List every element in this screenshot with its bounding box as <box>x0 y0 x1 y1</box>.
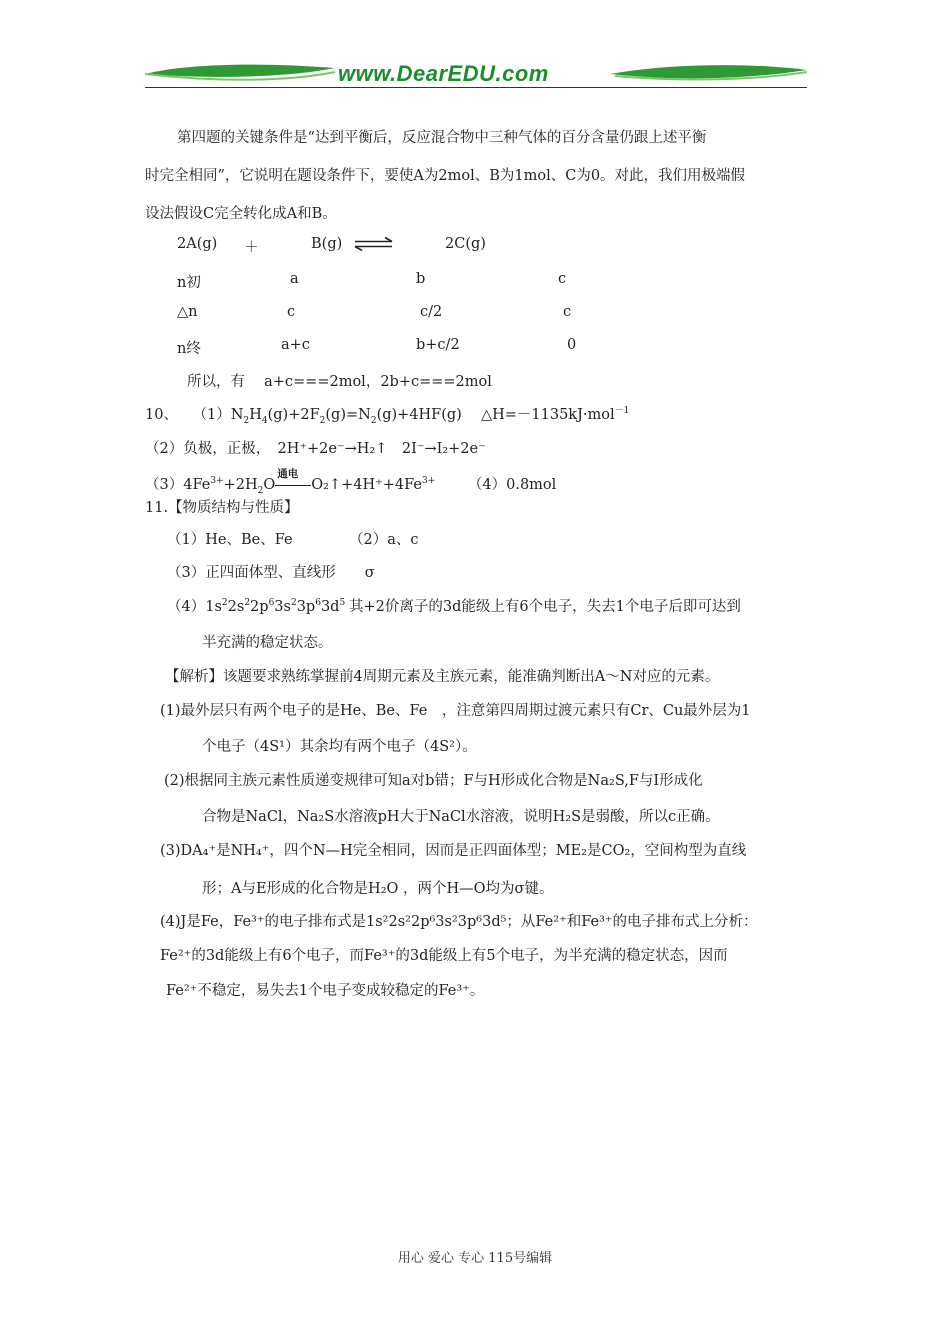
equation-term-b: B(g) <box>311 236 343 252</box>
analysis-line: Fe²⁺的3d能级上有6个电子，而Fe³⁺的3d能级上有5个电子，为半充满的稳定状态，因而 <box>160 948 728 964</box>
paragraph-line: 时完全相同”，它说明在题设条件下，要使A为2mol、B为1mol、C为0。对此，我们用极端假 <box>145 168 746 184</box>
paragraph-line: 设法假设C完全转化成A和B。 <box>145 206 337 222</box>
header-divider <box>145 87 807 88</box>
analysis-line: (2)根据同主族元素性质递变规律可知a对b错；F与H形成化合物是Na₂S,F与I形成化 <box>164 773 703 789</box>
table-cell: c <box>563 304 572 320</box>
table-row-label: n初 <box>177 275 201 291</box>
table-row-label: n终 <box>177 341 201 357</box>
table-cell: 0 <box>567 337 577 353</box>
analysis-line: 合物是NaCl，Na₂S水溶液pH大于NaCl水溶液，说明H₂S是弱酸，所以c正确。 <box>202 809 720 825</box>
answer-11-4-cont: 半充满的稳定状态。 <box>202 635 333 651</box>
answer-11-3: （3）正四面体型、直线形 σ <box>167 565 375 581</box>
paragraph-line: 第四题的关键条件是“达到平衡后，反应混合物中三种气体的百分含量仍跟上述平衡 <box>177 130 707 146</box>
electrolysis-arrow: 通电 <box>275 478 311 492</box>
question-number: 10、 <box>145 407 178 423</box>
equilibrium-arrow-icon <box>354 237 394 251</box>
question-11-title: 11.【物质结构与性质】 <box>145 500 299 516</box>
analysis-line: 个电子（4S¹）其余均有两个电子（4S²）。 <box>202 739 477 755</box>
equation-term-c: 2C(g) <box>445 236 486 252</box>
conclusion-line: 所以，有 a+c===2mol，2b+c===2mol <box>187 374 492 390</box>
table-cell: b+c/2 <box>416 337 460 353</box>
table-cell: a+c <box>281 337 310 353</box>
page-footer: 用心 爱心 专心 115号编辑 <box>397 1251 553 1266</box>
answer-10-2: （2）负极，正极， 2H⁺+2e⁻→H₂↑ 2I⁻→I₂+2e⁻ <box>145 441 486 457</box>
table-cell: b <box>416 271 426 287</box>
analysis-line: (3)DA₄⁺是NH₄⁺，四个N—H完全相同，因而是正四面体型；ME₂是CO₂，空间构型为直线 <box>160 843 747 859</box>
table-cell: c/2 <box>420 304 443 320</box>
analysis-line: (4)J是Fe，Fe³⁺的电子排布式是1s²2s²2p⁶3s²3p⁶3d⁵；从Fe²⁺和Fe³⁺的电子排布式上分析： <box>160 914 758 930</box>
answer-11-2: （2）a、c <box>349 532 419 548</box>
analysis-line: (1)最外层只有两个电子的是He、Be、Fe ，注意第四周期过渡元素只有Cr、Cu最外层为1 <box>160 703 751 719</box>
table-cell: c <box>287 304 296 320</box>
equation-plus: ＋ <box>244 240 259 256</box>
question-10 <box>145 403 629 424</box>
table-cell: c <box>558 271 567 287</box>
answer-11-1: （1）He、Be、Fe <box>167 532 293 548</box>
analysis-line: Fe²⁺不稳定，易失去1个电子变成较稳定的Fe³⁺。 <box>166 983 485 999</box>
answer-10-3: $(3)4Fe^{3+}+2H_2O$ 通电 $O_2↑+4H^++4Fe^{3+}$ （4）0.8mol <box>145 468 557 496</box>
analysis-intro: 【解析】该题要求熟练掌握前4周期元素及主族元素，能准确判断出A～N对应的元素。 <box>165 669 720 685</box>
answer-11-4-explanation: 其+2价离子的3d能级上有6个电子，失去1个电子后即可达到 <box>349 599 741 615</box>
table-cell: a <box>290 271 299 287</box>
answer-10-1: $(1)N_2H_4(g)+2F_2(g)=N_2(g)+4HF(g)$ △H=－1135kJ·mol$^{-1}$ <box>192 406 630 426</box>
analysis-line: 形；A与E形成的化合物是H₂O ，两个H—O均为σ键。 <box>202 881 554 897</box>
site-logo: www.DearEDU.com <box>338 61 549 86</box>
table-row-label: △n <box>177 304 198 320</box>
equation-term-a: 2A(g) <box>177 236 218 252</box>
answer-11-4: $(4)1s^22s^22p^63s^23p^63d^5$ <box>167 598 346 615</box>
